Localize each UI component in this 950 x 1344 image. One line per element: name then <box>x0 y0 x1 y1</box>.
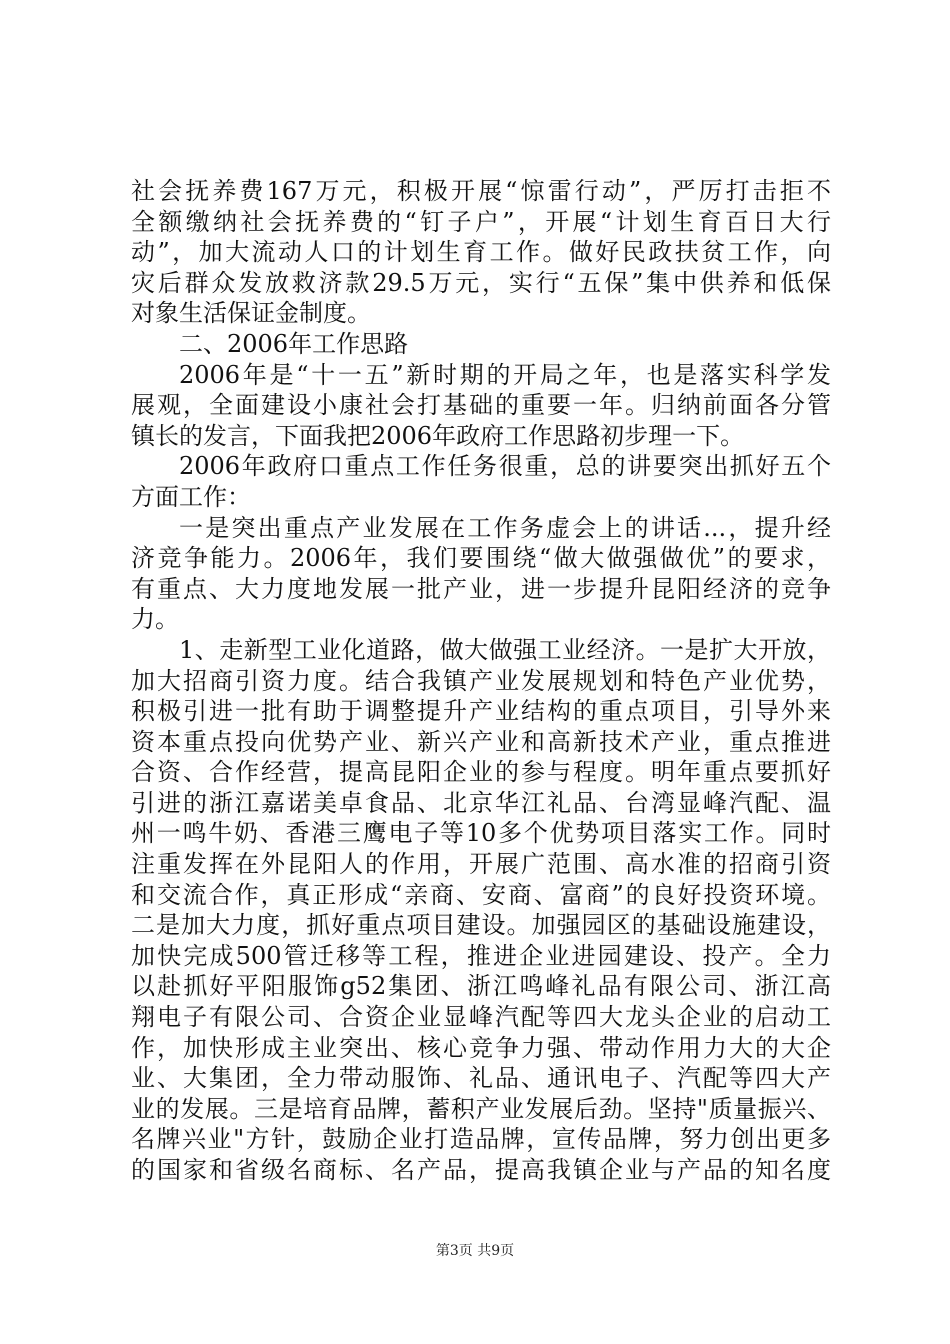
text-line: 和交流合作，真正形成“亲商、安商、富商”的良好投资环境。 <box>131 880 831 909</box>
text-line: 翔电子有限公司、合资企业显峰汽配等四大龙头企业的启动工 <box>131 1003 831 1032</box>
text-line: 展观，全面建设小康社会打基础的重要一年。归纳前面各分管 <box>131 391 831 420</box>
text-line: 有重点、大力度地发展一批产业，进一步提升昆阳经济的竞争 <box>131 574 831 603</box>
text-line: 2006年政府口重点工作任务很重，总的讲要突出抓好五个 <box>179 452 831 481</box>
text-line: 二、2006年工作思路 <box>179 329 409 358</box>
text-line: 作，加快形成主业突出、核心竞争力强、带动作用力大的大企 <box>131 1033 831 1062</box>
text-line: 济竞争能力。2006年，我们要围绕“做大做强做优”的要求， <box>131 544 831 573</box>
text-line: 动”，加大流动人口的计划生育工作。做好民政扶贫工作，向 <box>131 238 831 267</box>
text-line: 注重发挥在外昆阳人的作用，开展广范围、高水准的招商引资 <box>131 850 831 879</box>
text-line: 资本重点投向优势产业、新兴产业和高新技术产业，重点推进 <box>131 727 831 756</box>
text-line: 灾后群众发放救济款29.5万元，实行“五保”集中供养和低保 <box>131 268 831 297</box>
text-line: 全额缴纳社会抚养费的“钉子户”，开展“计划生育百日大行 <box>131 207 831 236</box>
text-line: 一是突出重点产业发展在工作务虚会上的讲话...，提升经 <box>179 513 831 542</box>
text-line: 合资、合作经营，提高昆阳企业的参与程度。明年重点要抓好 <box>131 758 831 787</box>
text-line: 加快完成500管迁移等工程，推进企业进园建设、投产。全力 <box>131 941 831 970</box>
text-line: 力。 <box>131 605 179 634</box>
text-line: 2006年是“十一五”新时期的开局之年，也是落实科学发 <box>179 360 831 389</box>
text-line: 以赴抓好平阳服饰g52集团、浙江鸣峰礼品有限公司、浙江高 <box>131 972 831 1001</box>
text-line: 州一鸣牛奶、香港三鹰电子等10多个优势项目落实工作。同时 <box>131 819 831 848</box>
document-body <box>131 176 831 1186</box>
text-line: 社会抚养费167万元，积极开展“惊雷行动”，严厉打击拒不 <box>131 177 831 205</box>
text-line: 1、走新型工业化道路，做大做强工业经济。一是扩大开放， <box>179 635 831 664</box>
text-line: 业的发展。三是培育品牌，蓄积产业发展后劲。坚持"质量振兴、 <box>131 1094 831 1123</box>
text-line: 引进的浙江嘉诺美卓食品、北京华江礼品、台湾显峰汽配、温 <box>131 788 831 817</box>
text-line: 二是加大力度，抓好重点项目建设。加强园区的基础设施建设， <box>131 911 831 940</box>
text-line: 的国家和省级名商标、名产品，提高我镇企业与产品的知名度 <box>131 1156 831 1184</box>
page-number-footer: 第3页 共9页 <box>435 1243 515 1259</box>
text-line: 名牌兴业"方针，鼓励企业打造品牌，宣传品牌，努力创出更多 <box>131 1125 831 1154</box>
text-line: 积极引进一批有助于调整提升产业结构的重点项目，引导外来 <box>131 697 831 726</box>
text-line: 业、大集团，全力带动服饰、礼品、通讯电子、汽配等四大产 <box>131 1064 831 1093</box>
text-line: 镇长的发言，下面我把2006年政府工作思路初步理一下。 <box>131 421 745 450</box>
text-line: 加大招商引资力度。结合我镇产业发展规划和特色产业优势， <box>131 666 831 695</box>
text-line: 方面工作： <box>131 482 251 511</box>
text-line: 对象生活保证金制度。 <box>131 299 371 328</box>
